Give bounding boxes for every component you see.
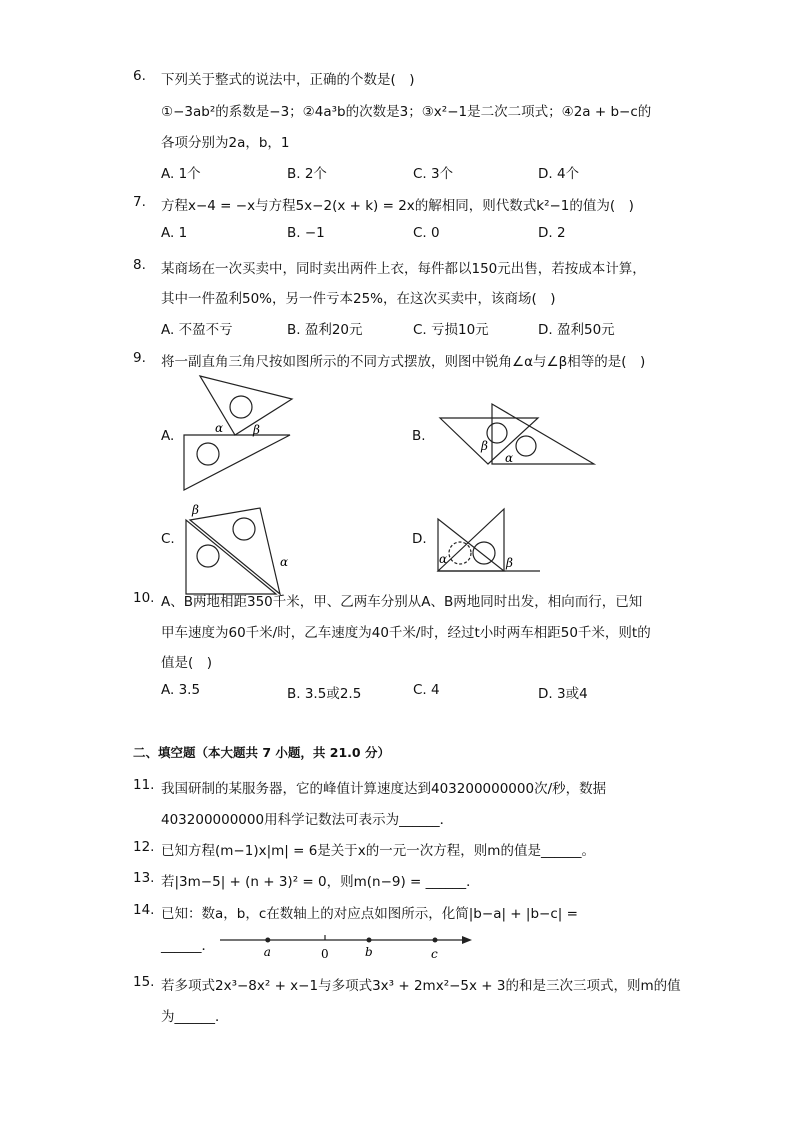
number-line-arrow [462, 936, 472, 944]
q9-figure-b [432, 400, 600, 468]
q13-number: 13. [133, 870, 155, 886]
q8-stem-cont: 其中一件盈利50%，另一件亏本25%，在这次买卖中，该商场( ) [161, 291, 556, 307]
figure-d-alpha: α [439, 552, 448, 566]
q6-option-c[interactable]: C. 3个 [413, 166, 454, 182]
q10-option-b[interactable]: B. 3.5或2.5 [287, 686, 362, 702]
figure-d-hole-1 [449, 542, 471, 564]
q9-figure-d [430, 505, 545, 575]
figure-c-triangle-2 [190, 508, 280, 594]
figure-b-hole-1 [487, 423, 507, 443]
number-line-label-zero: 0 [321, 947, 329, 961]
q9-option-b[interactable]: B. [412, 428, 426, 444]
figure-a-alpha: α [215, 421, 224, 435]
q10-stem-cont: 甲车速度为60千米/时，乙车速度为40千米/时，经过t小时两车相距50千米，则t的 [161, 625, 651, 641]
figure-b-triangle-1 [440, 418, 538, 464]
figure-c-triangle-1 [186, 520, 276, 594]
q10-option-c[interactable]: C. 4 [413, 682, 440, 698]
q10-number: 10. [133, 590, 155, 606]
q8-option-d[interactable]: D. 盈利50元 [538, 322, 615, 338]
q10-option-d[interactable]: D. 3或4 [538, 686, 588, 702]
q8-option-c[interactable]: C. 亏损10元 [413, 322, 489, 338]
figure-a-hole-top [230, 396, 252, 418]
number-line-label-c: c [431, 947, 438, 961]
q10-stem-end: 值是( ) [161, 655, 213, 671]
number-line-point-b [367, 938, 372, 943]
q14-blank[interactable]: ______． [161, 938, 215, 954]
q7-option-a[interactable]: A. 1 [161, 225, 188, 241]
figure-a-beta: β [253, 423, 260, 437]
q7-option-b[interactable]: B. −1 [287, 225, 325, 241]
q9-figure-c [180, 498, 295, 598]
figure-d-hole-2 [473, 542, 495, 564]
q11-number: 11. [133, 777, 155, 793]
q8-number: 8. [133, 257, 146, 273]
q9-option-d[interactable]: D. [412, 531, 427, 547]
q15-stem-cont[interactable]: 为______． [161, 1009, 229, 1025]
section-title-fill-in: 二、填空题（本大题共 7 小题，共 21.0 分） [133, 745, 390, 760]
number-line-label-b: b [365, 945, 373, 959]
q15-number: 15. [133, 974, 155, 990]
number-line [220, 928, 476, 964]
figure-d-triangle-1 [438, 519, 504, 571]
q7-stem: 方程x−4 = −x与方程5x−2(x + k) = 2x的解相同，则代数式k²−1的值为( ) [161, 198, 634, 214]
q6-stem: 下列关于整式的说法中，正确的个数是( ) [161, 72, 415, 88]
number-line-point-a [265, 938, 270, 943]
q15-stem: 若多项式2x³−8x² + x−1与多项式3x³ + 2mx²−5x + 3的和是三次三项式，则m的值 [161, 978, 681, 994]
figure-d-beta: β [506, 556, 513, 570]
q10-option-a[interactable]: A. 3.5 [161, 682, 201, 698]
q14-stem: 已知：数a，b，c在数轴上的对应点如图所示，化简|b−a| + |b−c| = [161, 906, 578, 922]
q14-number: 14. [133, 902, 155, 918]
q9-option-c[interactable]: C. [161, 531, 175, 547]
q11-stem-cont[interactable]: 403200000000用科学记数法可表示为______． [161, 812, 454, 828]
q9-number: 9. [133, 350, 146, 366]
q11-stem: 我国研制的某服务器，它的峰值计算速度达到403200000000次/秒，数据 [161, 781, 607, 797]
q6-number: 6. [133, 68, 146, 84]
q8-option-a[interactable]: A. 不盈不亏 [161, 322, 233, 338]
figure-a-triangle-bottom [184, 435, 290, 490]
q10-stem: A、B两地相距350千米，甲、乙两车分别从A、B两地同时出发，相向而行，已知 [161, 594, 643, 610]
q12-stem[interactable]: 已知方程(m−1)x|m| = 6是关于x的一元一次方程，则m的值是______。 [161, 843, 595, 859]
q8-option-b[interactable]: B. 盈利20元 [287, 322, 363, 338]
figure-b-beta: β [481, 439, 488, 453]
figure-c-beta: β [192, 503, 199, 517]
q13-stem[interactable]: 若|3m−5| + (n + 3)² = 0，则m(n−9) = ______． [161, 874, 480, 890]
q6-option-d[interactable]: D. 4个 [538, 166, 580, 182]
q6-option-a[interactable]: A. 1个 [161, 166, 201, 182]
figure-c-hole-1 [197, 545, 219, 567]
figure-c-hole-2 [233, 518, 255, 540]
figure-b-hole-2 [516, 436, 536, 456]
q6-statements-cont: 各项分别为2a，b，1 [161, 135, 290, 151]
figure-a-hole-bottom [197, 443, 219, 465]
number-line-point-c [433, 938, 438, 943]
q6-option-b[interactable]: B. 2个 [287, 166, 327, 182]
q9-option-a[interactable]: A. [161, 428, 175, 444]
q7-option-c[interactable]: C. 0 [413, 225, 440, 241]
q8-stem: 某商场在一次买卖中，同时卖出两件上衣，每件都以150元出售，若按成本计算， [161, 261, 646, 277]
figure-b-alpha: α [505, 451, 514, 465]
q9-figure-a [175, 372, 300, 494]
q7-option-d[interactable]: D. 2 [538, 225, 566, 241]
q9-stem: 将一副直角三角尺按如图所示的不同方式摆放，则图中锐角∠α与∠β相等的是( ) [161, 354, 646, 370]
q7-number: 7. [133, 194, 146, 210]
number-line-label-a: a [263, 945, 271, 959]
q6-statements: ①−3ab²的系数是−3；②4a³b的次数是3；③x²−1是二次二项式；④2a + b−c的 [161, 104, 652, 120]
figure-a-triangle-top [200, 376, 292, 435]
figure-c-alpha: α [280, 555, 289, 569]
figure-d-triangle-2 [438, 509, 540, 571]
q12-number: 12. [133, 839, 155, 855]
